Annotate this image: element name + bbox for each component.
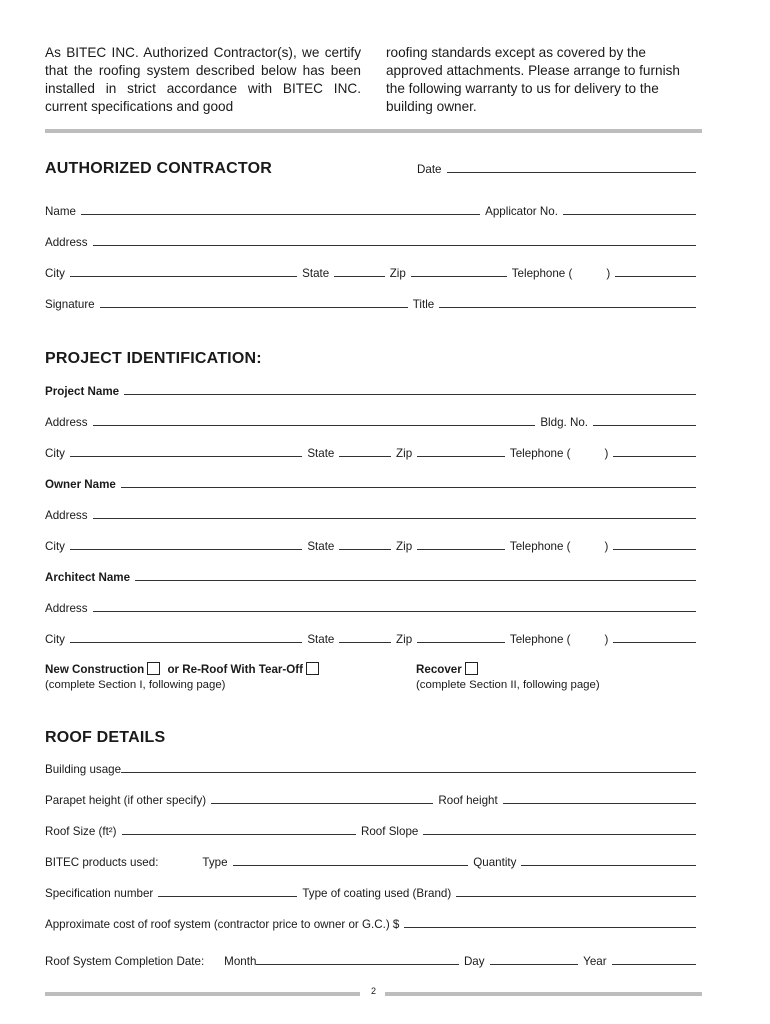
owner-telephone-field[interactable]	[613, 539, 696, 550]
spec-number-field[interactable]	[158, 886, 297, 897]
architect-address-field[interactable]	[93, 601, 696, 612]
architect-zip-field[interactable]	[417, 632, 505, 643]
bldg-no-label: Bldg. No.	[540, 416, 589, 429]
roof-details-heading: ROOF DETAILS	[45, 729, 166, 746]
page-number: 2	[370, 986, 376, 996]
construction-type-row	[45, 662, 696, 696]
completion-day-field[interactable]	[490, 954, 579, 965]
contractor-name-row	[45, 204, 696, 218]
bitec-products-label: BITEC products used:	[45, 856, 159, 869]
signature-field[interactable]	[100, 297, 408, 308]
owner-state-field[interactable]	[339, 539, 391, 550]
parapet-height-field[interactable]	[211, 793, 433, 804]
bitec-products-row	[45, 855, 696, 869]
contractor-city-row	[45, 266, 696, 280]
telephone-label: Telephone (	[509, 447, 571, 460]
contractor-signature-row	[45, 297, 696, 311]
project-identification-heading: PROJECT IDENTIFICATION:	[45, 350, 262, 367]
section-two-note: (complete Section II, following page)	[416, 679, 600, 691]
address-label: Address	[45, 602, 88, 615]
product-type-field[interactable]	[233, 855, 469, 866]
architect-city-row	[45, 632, 696, 646]
architect-city-field[interactable]	[70, 632, 302, 643]
state-label: State	[307, 633, 335, 646]
contractor-date-row	[417, 162, 696, 176]
date-label: Date	[417, 163, 442, 176]
coating-type-field[interactable]	[456, 886, 696, 897]
specification-row	[45, 886, 696, 900]
certification-text-left: As BITEC INC. Authorized Contractor(s), we certify that the roofing system described below has been installed in strict accordance with BITEC INC. current specifications and good	[45, 45, 361, 114]
building-usage-field[interactable]	[121, 762, 696, 773]
section-divider	[45, 129, 702, 133]
city-label: City	[45, 447, 65, 460]
page-footer	[45, 986, 702, 1000]
reroof-tearoff-label: or Re-Roof With Tear-Off	[167, 663, 304, 676]
footer-rule-right	[385, 992, 702, 996]
project-city-field[interactable]	[70, 446, 302, 457]
day-label: Day	[463, 955, 485, 968]
title-field[interactable]	[439, 297, 696, 308]
new-construction-label: New Construction	[45, 663, 145, 676]
reroof-tearoff-checkbox[interactable]	[306, 662, 319, 675]
coating-type-label: Type of coating used (Brand)	[302, 887, 452, 900]
completion-month-field[interactable]	[256, 954, 459, 965]
telephone-close-paren: )	[604, 447, 609, 460]
roof-size-field[interactable]	[122, 824, 356, 835]
contractor-state-field[interactable]	[334, 266, 384, 277]
owner-city-field[interactable]	[70, 539, 302, 550]
building-usage-label: Building usage	[45, 763, 122, 776]
state-label: State	[307, 540, 335, 553]
contractor-zip-field[interactable]	[411, 266, 507, 277]
telephone-close-paren: )	[606, 267, 611, 280]
new-construction-checkbox[interactable]	[147, 662, 160, 675]
address-label: Address	[45, 509, 88, 522]
signature-label: Signature	[45, 298, 95, 311]
owner-city-row	[45, 539, 696, 553]
project-address-field[interactable]	[93, 415, 536, 426]
architect-name-label: Architect Name	[45, 571, 131, 584]
project-name-row	[45, 384, 696, 398]
project-name-label: Project Name	[45, 385, 120, 398]
section-one-note: (complete Section I, following page)	[45, 679, 226, 691]
applicator-no-label: Applicator No.	[485, 205, 558, 218]
roof-height-field[interactable]	[503, 793, 696, 804]
type-label: Type	[202, 856, 228, 869]
spec-number-label: Specification number	[45, 887, 154, 900]
product-quantity-field[interactable]	[521, 855, 696, 866]
owner-name-row	[45, 477, 696, 491]
owner-name-label: Owner Name	[45, 478, 116, 491]
applicator-no-field[interactable]	[563, 204, 696, 215]
completion-year-field[interactable]	[612, 954, 696, 965]
building-usage-row	[45, 762, 696, 776]
address-label: Address	[45, 236, 88, 249]
telephone-label: Telephone (	[511, 267, 573, 280]
contractor-city-field[interactable]	[70, 266, 297, 277]
contractor-address-row	[45, 235, 696, 249]
completion-date-label: Roof System Completion Date:	[45, 955, 205, 968]
state-label: State	[302, 267, 330, 280]
approx-cost-row	[45, 917, 696, 931]
parapet-height-label: Parapet height (if other specify)	[45, 794, 207, 807]
bldg-no-field[interactable]	[593, 415, 696, 426]
title-label: Title	[412, 298, 435, 311]
project-name-field[interactable]	[124, 384, 696, 395]
telephone-label: Telephone (	[509, 540, 571, 553]
contractor-telephone-field[interactable]	[615, 266, 696, 277]
city-label: City	[45, 540, 65, 553]
project-state-field[interactable]	[339, 446, 391, 457]
state-label: State	[307, 447, 335, 460]
zip-label: Zip	[396, 447, 413, 460]
certification-text-right: roofing standards except as covered by the approved attachments. Please arrange to furnish the following warranty to us for delivery to the building owner.	[386, 45, 680, 114]
recover-label: Recover	[416, 663, 462, 676]
roof-slope-field[interactable]	[423, 824, 696, 835]
parapet-height-row	[45, 793, 696, 807]
architect-name-field[interactable]	[135, 570, 696, 581]
year-label: Year	[583, 955, 607, 968]
city-label: City	[45, 267, 65, 280]
project-address-row	[45, 415, 696, 429]
project-city-row	[45, 446, 696, 460]
roof-height-label: Roof height	[438, 794, 498, 807]
name-label: Name	[45, 205, 76, 218]
owner-address-field[interactable]	[93, 508, 696, 519]
city-label: City	[45, 633, 65, 646]
project-zip-field[interactable]	[417, 446, 505, 457]
owner-address-row	[45, 508, 696, 522]
telephone-label: Telephone (	[509, 633, 571, 646]
contractor-name-field[interactable]	[81, 204, 480, 215]
architect-name-row	[45, 570, 696, 584]
construction-option-group	[45, 662, 323, 691]
architect-address-row	[45, 601, 696, 615]
month-label: Month	[224, 955, 257, 968]
owner-name-field[interactable]	[121, 477, 696, 488]
telephone-close-paren: )	[604, 633, 609, 646]
zip-label: Zip	[396, 633, 413, 646]
certification-statement	[45, 44, 702, 116]
roof-slope-label: Roof Slope	[360, 825, 419, 838]
architect-state-field[interactable]	[339, 632, 391, 643]
zip-label: Zip	[389, 267, 406, 280]
owner-zip-field[interactable]	[417, 539, 505, 550]
authorized-contractor-heading: AUTHORIZED CONTRACTOR	[45, 160, 273, 177]
architect-telephone-field[interactable]	[613, 632, 696, 643]
zip-label: Zip	[396, 540, 413, 553]
project-telephone-field[interactable]	[613, 446, 696, 457]
completion-date-row	[45, 954, 696, 968]
recover-option-group	[416, 662, 600, 691]
telephone-close-paren: )	[604, 540, 609, 553]
recover-checkbox[interactable]	[465, 662, 478, 675]
quantity-label: Quantity	[473, 856, 517, 869]
contractor-date-field[interactable]	[447, 162, 697, 173]
address-label: Address	[45, 416, 88, 429]
approx-cost-field[interactable]	[404, 917, 696, 928]
contractor-address-field[interactable]	[93, 235, 696, 246]
approx-cost-label: Approximate cost of roof system (contractor price to owner or G.C.) $	[45, 918, 400, 931]
roof-size-row	[45, 824, 696, 838]
roof-size-label: Roof Size (ft²)	[45, 825, 117, 838]
